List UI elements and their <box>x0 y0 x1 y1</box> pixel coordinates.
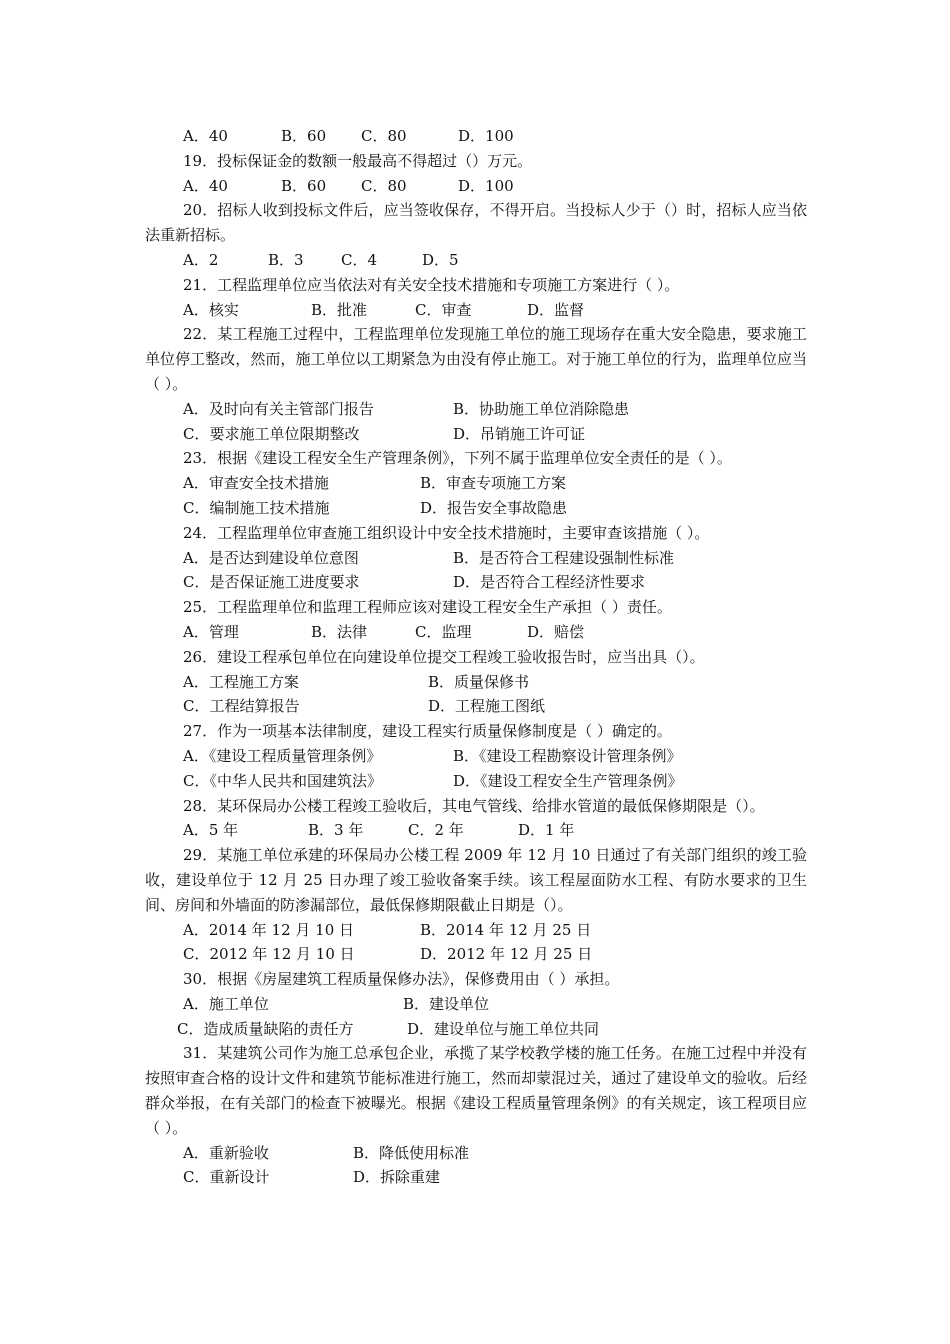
answer-option: D．是否符合工程经济性要求 <box>453 573 646 592</box>
answer-option: B．批准 <box>311 300 368 319</box>
answer-option: A．工程施工方案 <box>183 672 299 691</box>
answer-option: A．施工单位 <box>183 994 269 1013</box>
options-row <box>145 1165 807 1190</box>
answer-option: A．是否达到建设单位意图 <box>183 548 359 567</box>
answer-option: D．1 年 <box>518 821 575 840</box>
answer-option: D．拆除重建 <box>353 1168 441 1187</box>
answer-option: B．3 <box>268 250 304 269</box>
answer-option: A．2014 年 12 月 10 日 <box>183 920 355 939</box>
question-text: 25．工程监理单位和监理工程师应该对建设工程安全生产承担（ ）责任。 <box>183 598 672 617</box>
answer-option: C．2012 年 12 月 10 日 <box>183 945 355 964</box>
question-text: 28．某环保局办公楼工程竣工验收后，其电气管线、给排水管道的最低保修期限是（）。 <box>183 796 765 815</box>
question-text: 24．工程监理单位审查施工组织设计中安全技术措施时，主要审查该措施（ ）。 <box>183 523 710 542</box>
answer-option: D．吊销施工许可证 <box>453 424 586 443</box>
options-row <box>145 546 807 571</box>
options-row <box>145 620 807 645</box>
answer-option: B．审查专项施工方案 <box>420 474 567 493</box>
answer-option: C．2 年 <box>408 821 464 840</box>
options-row <box>145 694 807 719</box>
answer-option: D．工程施工图纸 <box>428 697 546 716</box>
answer-option: C．要求施工单位限期整改 <box>183 424 360 443</box>
options-row <box>145 670 807 695</box>
options-row <box>145 496 807 521</box>
options-row <box>145 992 807 1017</box>
options-row <box>145 1017 807 1042</box>
answer-option: B．3 年 <box>308 821 364 840</box>
options-row <box>145 397 807 422</box>
options-row <box>145 471 807 496</box>
question-text: 31．某建筑公司作为施工总承包企业，承揽了某学校教学楼的施工任务。在施工过程中并没有按照审查合格的设计文件和建筑节能标准进行施工，然而却蒙混过关，通过了建设单文的验收。后经群众举报，在有关部门的检查下被曝光。根据《建设工程质量管理条例》的有关规定，该工程项目应（ ）。 <box>145 1044 807 1137</box>
answer-option: B．协助施工单位消除隐患 <box>453 399 630 418</box>
answer-option: D．监督 <box>527 300 585 319</box>
options-row <box>145 918 807 943</box>
answer-option: D．2012 年 12 月 25 日 <box>420 945 593 964</box>
answer-option: D．100 <box>458 127 514 145</box>
options-row <box>145 1141 807 1166</box>
question-text: 19．投标保证金的数额一般最高不得超过（）万元。 <box>183 151 533 170</box>
options-row <box>145 942 807 967</box>
answer-option: A．及时向有关主管部门报告 <box>183 399 374 418</box>
answer-option: A．核实 <box>183 300 239 319</box>
question-text: 27．作为一项基本法律制度，建设工程实行质量保修制度是（ ）确定的。 <box>183 722 672 741</box>
answer-option: B．建设单位 <box>403 994 490 1013</box>
question-text: 20．招标人收到投标文件后，应当签收保存，不得开启。当投标人少于（）时，招标人应当依法重新招标。 <box>145 201 807 245</box>
answer-option: A．40 <box>183 176 228 195</box>
answer-option: B．60 <box>281 127 327 145</box>
answer-option: D．100 <box>458 176 514 195</box>
answer-option: C．《中华人民共和国建筑法》 <box>183 771 382 790</box>
answer-option: B．是否符合工程建设强制性标准 <box>453 548 675 567</box>
question-text: 23．根据《建设工程安全生产管理条例》，下列不属于监理单位安全责任的是（ ）。 <box>183 449 732 468</box>
answer-option: C．80 <box>361 176 407 195</box>
options-row <box>145 744 807 769</box>
answer-option: A．2 <box>183 250 219 269</box>
answer-option: C．监理 <box>415 622 472 641</box>
options-row <box>145 818 807 843</box>
question-text: 26．建设工程承包单位在向建设单位提交工程竣工验收报告时，应当出具（）。 <box>183 647 705 666</box>
question-text: 21．工程监理单位应当依法对有关安全技术措施和专项施工方案进行（ ）。 <box>183 275 680 294</box>
answer-option: A．40 <box>183 127 228 145</box>
options-row <box>145 174 807 199</box>
answer-option: A．审查安全技术措施 <box>183 474 329 493</box>
exam-page <box>145 124 807 1190</box>
answer-option: D．建设单位与施工单位共同 <box>407 1019 600 1038</box>
answer-option: A．管理 <box>183 622 239 641</box>
options-row <box>145 248 807 273</box>
answer-option: C．审查 <box>415 300 472 319</box>
answer-option: A．《建设工程质量管理条例》 <box>183 746 382 765</box>
answer-option: B．降低使用标准 <box>353 1143 470 1162</box>
question-text: 22．某工程施工过程中，工程监理单位发现施工单位的施工现场存在重大安全隐患，要求施工单位停工整改，然而，施工单位以工期紧急为由没有停止施工。对于施工单位的行为，监理单位应当（ ）。 <box>145 325 807 393</box>
options-row <box>145 124 807 149</box>
answer-option: C．80 <box>361 127 407 145</box>
answer-option: C．重新设计 <box>183 1168 270 1187</box>
answer-option: C．工程结算报告 <box>183 697 300 716</box>
answer-option: D．赔偿 <box>527 622 585 641</box>
answer-option: B．60 <box>281 176 327 195</box>
options-row <box>145 769 807 794</box>
answer-option: B．质量保修书 <box>428 672 530 691</box>
answer-option: C．是否保证施工进度要求 <box>183 573 360 592</box>
answer-option: A．5 年 <box>183 821 239 840</box>
answer-option: D．《建设工程安全生产管理条例》 <box>453 771 683 790</box>
answer-option: B．法律 <box>311 622 368 641</box>
answer-option: D．5 <box>422 250 459 269</box>
answer-option: A．重新验收 <box>183 1143 269 1162</box>
options-row <box>145 422 807 447</box>
answer-option: C．造成质量缺陷的责任方 <box>177 1019 354 1038</box>
answer-option: B．《建设工程勘察设计管理条例》 <box>453 746 682 765</box>
options-row <box>145 298 807 323</box>
question-text: 30．根据《房屋建筑工程质量保修办法》，保修费用由（ ）承担。 <box>183 970 620 989</box>
answer-option: C．4 <box>341 250 378 269</box>
answer-option: B．2014 年 12 月 25 日 <box>420 920 592 939</box>
question-text: 29．某施工单位承建的环保局办公楼工程 2009 年 12 月 10 日通过了有关部门组织的竣工验收，建设单位于 12 月 25 日办理了竣工验收备案手续。该工程屋面防水工程、有防水要求的卫生间、房间和外墙面的防渗漏部位，最低保修期限截止日期是（）。 <box>145 846 807 914</box>
answer-option: C．编制施工技术措施 <box>183 498 330 517</box>
answer-option: D．报告安全事故隐患 <box>420 498 568 517</box>
options-row <box>145 570 807 595</box>
